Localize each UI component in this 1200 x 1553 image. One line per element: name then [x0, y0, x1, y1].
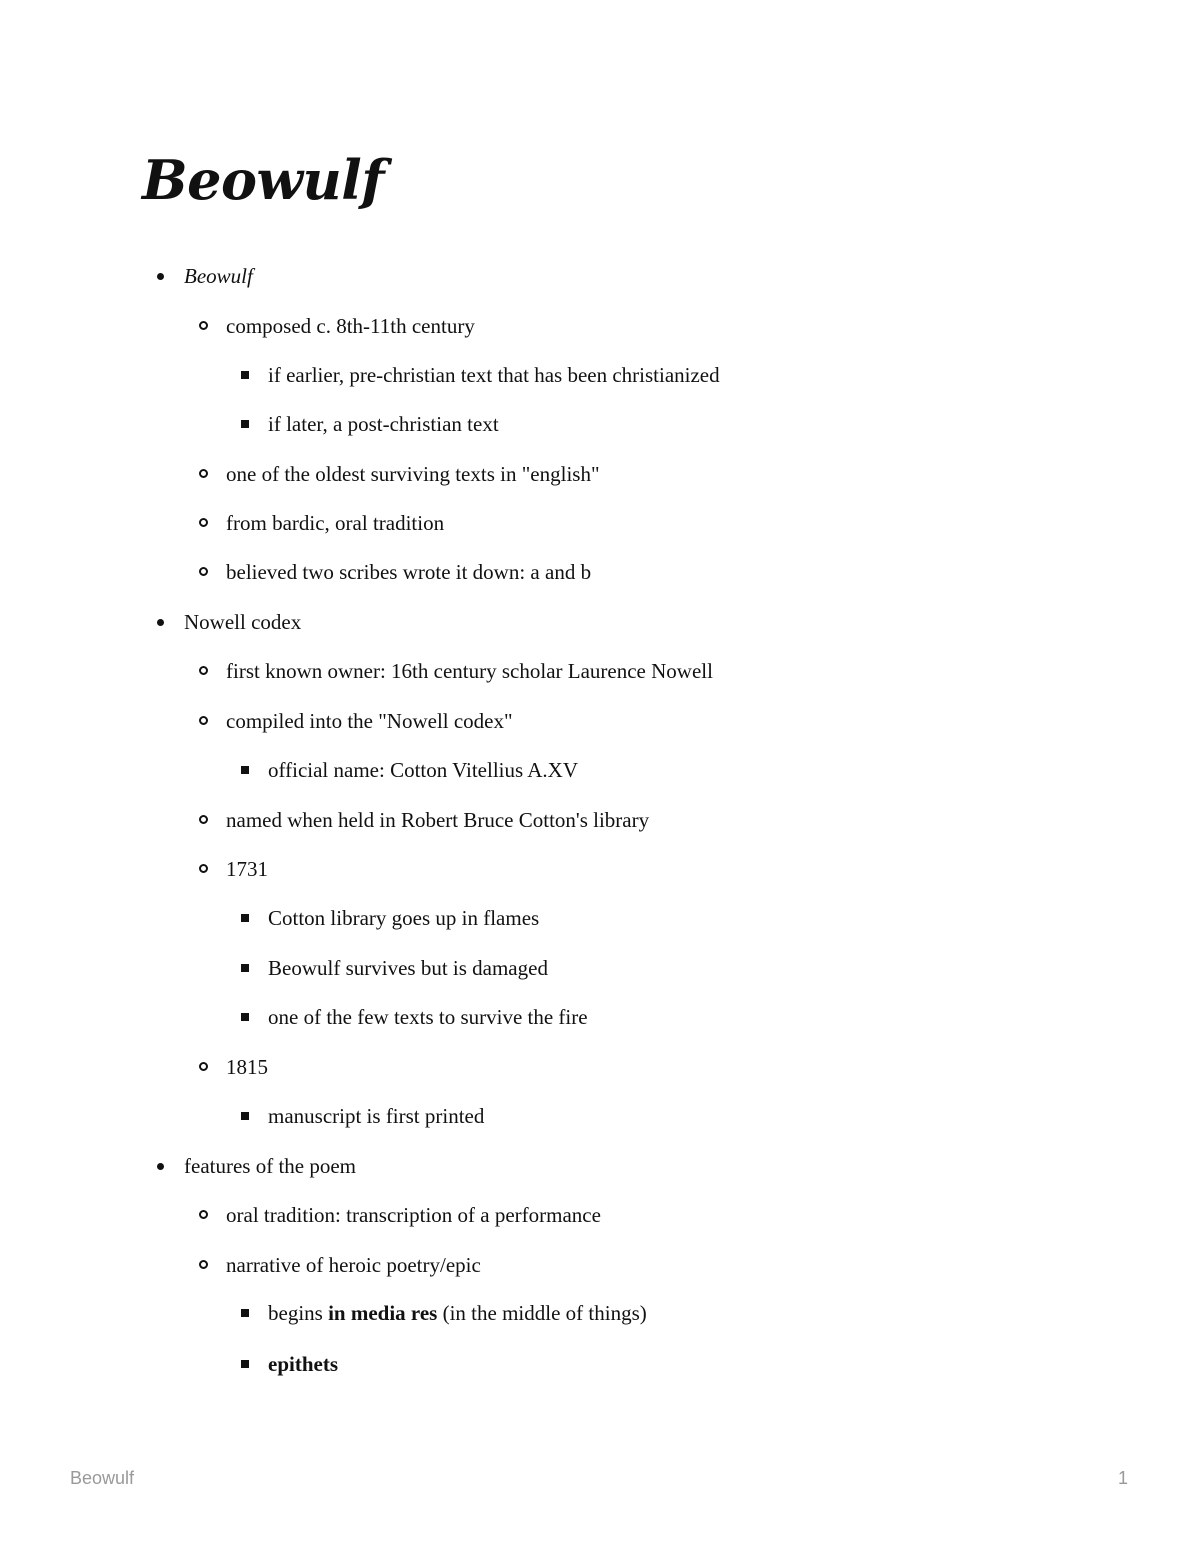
list-item-text: from bardic, oral tradition: [226, 511, 445, 535]
bullet-square-icon: [241, 371, 249, 379]
list-item-text: if earlier, pre-christian text that has been christianized: [268, 363, 720, 387]
bullet-disc-icon: [157, 273, 164, 280]
list-item-text: composed c. 8th-11th century: [226, 314, 475, 338]
bullet-circle-icon: [199, 815, 208, 824]
list-item: [268, 407, 499, 441]
list-item: [226, 1248, 481, 1282]
list-item: [268, 951, 548, 985]
list-item-text: believed two scribes wrote it down: a and b: [226, 560, 592, 584]
list-item: [226, 506, 444, 540]
list-item: [226, 457, 600, 491]
bullet-disc-icon: [157, 619, 164, 626]
list-item-text: features of the poem: [184, 1154, 357, 1178]
list-item-text: one of the oldest surviving texts in "english": [226, 462, 600, 486]
bullet-disc-icon: [157, 1163, 164, 1170]
list-item-text: if later, a post-christian text: [268, 412, 499, 436]
bullet-circle-icon: [199, 716, 208, 725]
bullet-circle-icon: [199, 567, 208, 576]
list-item: [268, 1347, 338, 1381]
list-item: [226, 1198, 601, 1232]
list-item: [268, 1296, 647, 1330]
list-item-text-prefix: begins: [268, 1301, 329, 1325]
bullet-square-icon: [241, 766, 249, 774]
list-item-text: Nowell codex: [184, 610, 302, 634]
list-item-text: first known owner: 16th century scholar Laurence Nowell: [226, 659, 713, 683]
list-item: [184, 605, 301, 639]
list-item: [226, 654, 713, 688]
bullet-circle-icon: [199, 321, 208, 330]
list-item: [226, 555, 591, 589]
list-item-text: Beowulf: [184, 264, 253, 288]
list-item: [268, 901, 539, 935]
document-title: Beowulf: [142, 148, 385, 212]
list-item-text: named when held in Robert Bruce Cotton's library: [226, 808, 650, 832]
bullet-circle-icon: [199, 1210, 208, 1219]
list-item-text: 1815: [226, 1055, 268, 1079]
footer-page-number: 1: [1117, 1468, 1128, 1488]
bullet-circle-icon: [199, 864, 208, 873]
list-item-text: narrative of heroic poetry/epic: [226, 1253, 481, 1277]
bullet-square-icon: [241, 914, 249, 922]
list-item: [226, 852, 268, 886]
list-item: [184, 1149, 356, 1183]
list-item: [226, 309, 475, 343]
bullet-circle-icon: [199, 1062, 208, 1071]
bullet-square-icon: [241, 1360, 249, 1368]
list-item-text: compiled into the "Nowell codex": [226, 709, 513, 733]
list-item-bold-term: in media res: [328, 1301, 438, 1325]
list-item-text-suffix: (in the middle of things): [437, 1301, 647, 1325]
list-item: [268, 1099, 484, 1133]
list-item: [184, 259, 253, 293]
list-item-text: 1731: [226, 857, 268, 881]
list-item-text: Cotton library goes up in flames: [268, 906, 540, 930]
list-item-text: epithets: [268, 1352, 338, 1376]
bullet-square-icon: [241, 1013, 249, 1021]
bullet-square-icon: [241, 1112, 249, 1120]
bullet-square-icon: [241, 964, 249, 972]
list-item-text: official name: Cotton Vitellius A.XV: [268, 758, 579, 782]
list-item: [226, 704, 513, 738]
list-item: [268, 358, 720, 392]
bullet-square-icon: [241, 420, 249, 428]
list-item-text: oral tradition: transcription of a performance: [226, 1203, 601, 1227]
list-item: [268, 1000, 588, 1034]
list-item: [226, 803, 649, 837]
list-item: [226, 1050, 268, 1084]
list-item-text: one of the few texts to survive the fire: [268, 1005, 588, 1029]
bullet-circle-icon: [199, 518, 208, 527]
bullet-circle-icon: [199, 1260, 208, 1269]
list-item-text: Beowulf survives but is damaged: [268, 956, 548, 980]
bullet-circle-icon: [199, 469, 208, 478]
footer-document-name: Beowulf: [70, 1468, 135, 1488]
list-item: [268, 753, 578, 787]
list-item-text: manuscript is first printed: [268, 1104, 485, 1128]
bullet-circle-icon: [199, 666, 208, 675]
bullet-square-icon: [241, 1309, 249, 1317]
